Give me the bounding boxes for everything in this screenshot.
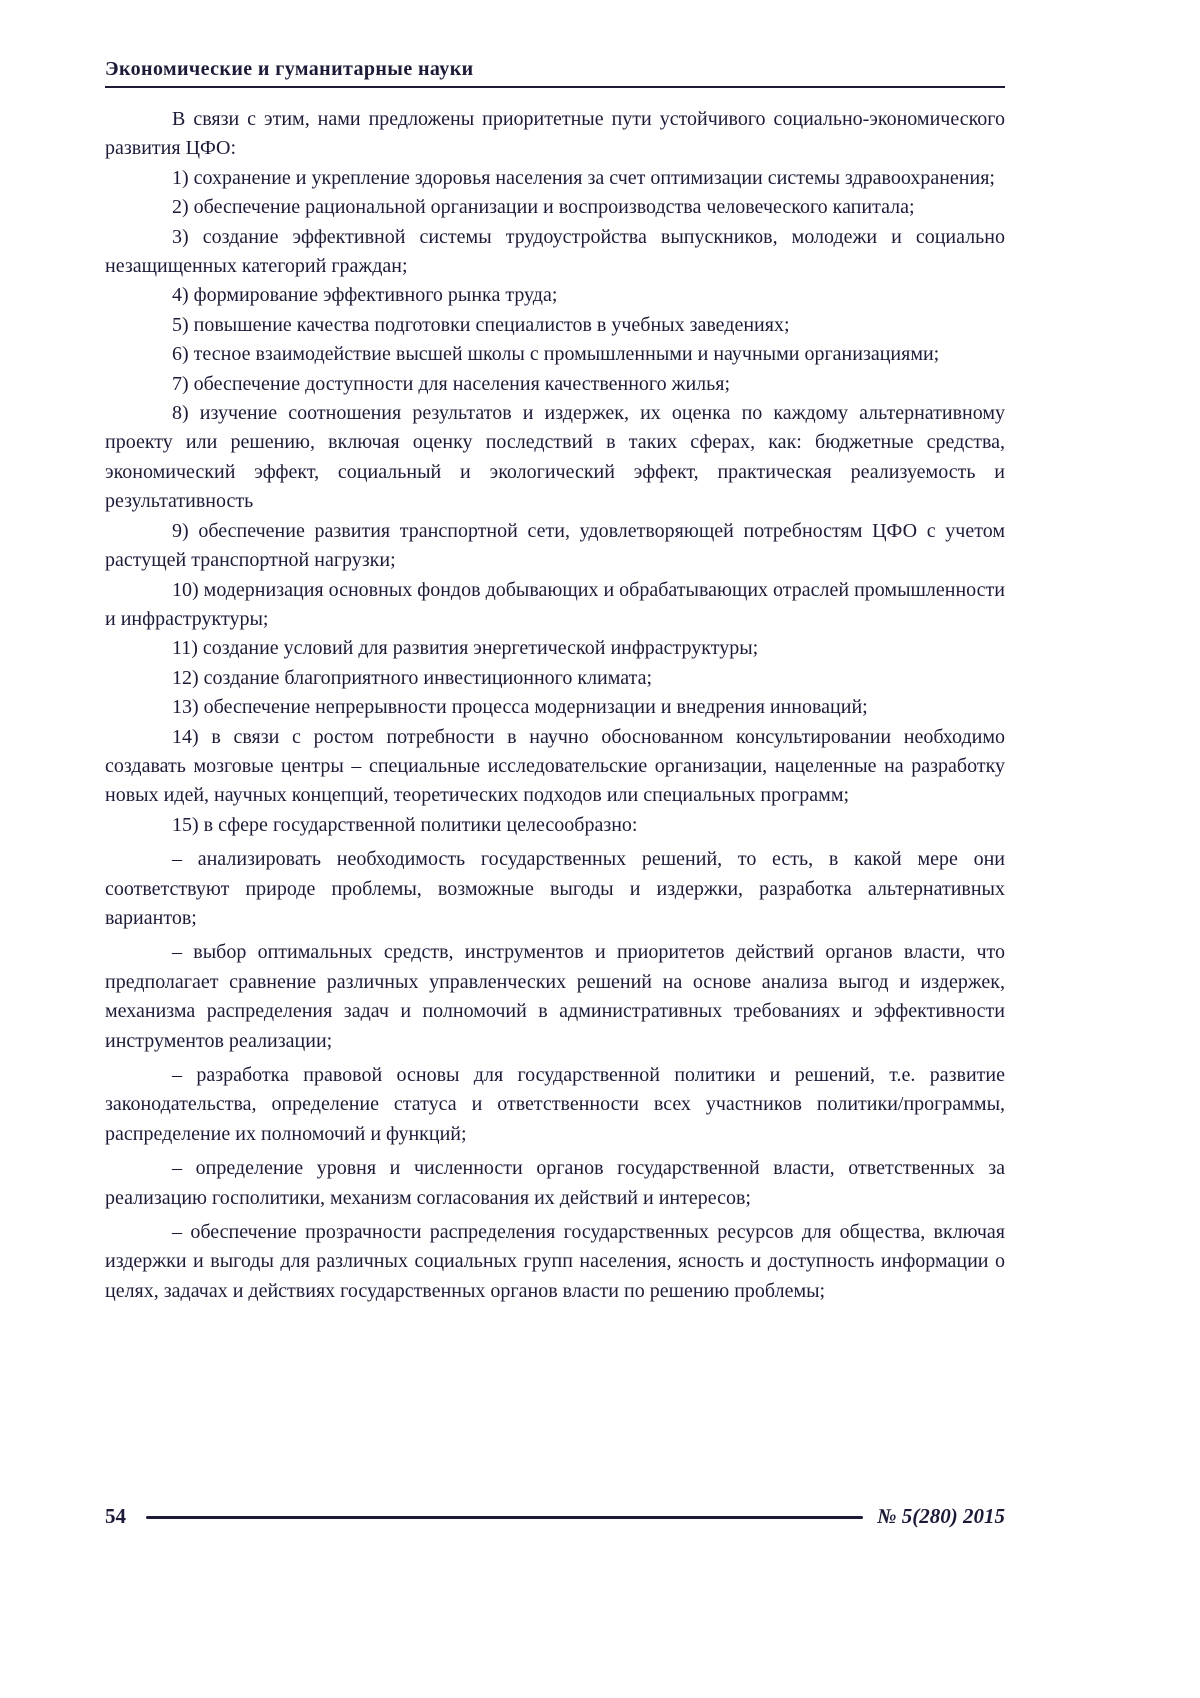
paragraph: 9) обеспечение развития транспортной сети, удовлетворяющей потребностям ЦФО с учетом растущей транспортной нагрузки;: [105, 519, 1005, 572]
page-content: [105, 58, 1005, 1306]
dash-list-item: – определение уровня и численности органов государственной власти, ответственных за реализацию госполитики, механизм согласования их действий и интересов;: [105, 1157, 1005, 1209]
page-number: 54: [105, 1504, 126, 1528]
paragraph: 2) обеспечение рациональной организации и воспроизводства человеческого капитала;: [172, 196, 915, 219]
paragraph: В связи с этим, нами предложены приоритетные пути устойчивого социально-экономического развития ЦФО:: [105, 108, 1005, 160]
paragraph: 11) создание условий для развития энергетической инфраструктуры;: [172, 637, 759, 660]
footer-divider: [146, 1516, 863, 1519]
paragraph: 1) сохранение и укрепление здоровья населения за счет оптимизации системы здравоохранения;: [172, 166, 995, 189]
dash-list-item: – разработка правовой основы для государственной политики и решений, т.е. развитие законодательства, определение статуса и ответственности всех участников политики/программы, распределение их полномочий и функций;: [105, 1064, 1005, 1145]
paragraph: 5) повышение качества подготовки специалистов в учебных заведениях;: [172, 313, 790, 336]
paragraph: 8) изучение соотношения результатов и издержек, их оценка по каждому альтернативному проекту или решению, включая оценку последствий в таких сферах, как: бюджетные средства, экономический эффект, социальный и экологический эффект, практическая реализуемость и результативность: [105, 402, 1005, 513]
paragraph: 12) создание благоприятного инвестиционного климата;: [172, 666, 653, 689]
journal-section-title: Экономические и гуманитарные науки: [105, 58, 474, 80]
paragraph: 6) тесное взаимодействие высшей школы с промышленными и научными организациями;: [172, 343, 940, 366]
paragraph: 10) модернизация основных фондов добывающих и обрабатывающих отраслей промышленности и инфраструктуры;: [105, 578, 1005, 630]
dash-list-item: – выбор оптимальных средств, инструментов и приоритетов действий органов власти, что предполагает сравнение различных управленческих решений на основе анализа выгод и издержек, механизма распределения задач и полномочий в административных требованиях и эффективности инструментов реализации;: [105, 941, 1005, 1052]
dash-list-item: – обеспечение прозрачности распределения государственных ресурсов для общества, включая издержки и выгоды для различных социальных групп населения, ясность и доступность информации о целях, задачах и действиях государственных органов власти по решению проблемы;: [105, 1221, 1005, 1302]
paragraph: 4) формирование эффективного рынка труда;: [172, 284, 558, 307]
dash-list-item: – анализировать необходимость государственных решений, то есть, в какой мере они соответствуют природе проблемы, возможные выгоды и издержки, разработка альтернативных вариантов;: [105, 848, 1005, 929]
paragraph: 3) создание эффективной системы трудоустройства выпускников, молодежи и социально незащищенных категорий граждан;: [105, 225, 1005, 278]
issue-label: № 5(280) 2015: [877, 1504, 1005, 1528]
paragraph: 7) обеспечение доступности для населения качественного жилья;: [172, 372, 731, 395]
paragraph: 13) обеспечение непрерывности процесса модернизации и внедрения инноваций;: [172, 696, 868, 719]
paragraph: 14) в связи с ростом потребности в научно обоснованном консультировании необходимо создавать мозговые центры – специальные исследовательские организации, нацеленные на разработку новых идей, научных концепций, теоретических подходов или специальных программ;: [105, 725, 1005, 807]
page-header: [105, 58, 1005, 88]
article-body: [105, 105, 1005, 1306]
paragraph: 15) в сфере государственной политики целесообразно:: [172, 813, 638, 836]
page-footer: [105, 1504, 1005, 1529]
